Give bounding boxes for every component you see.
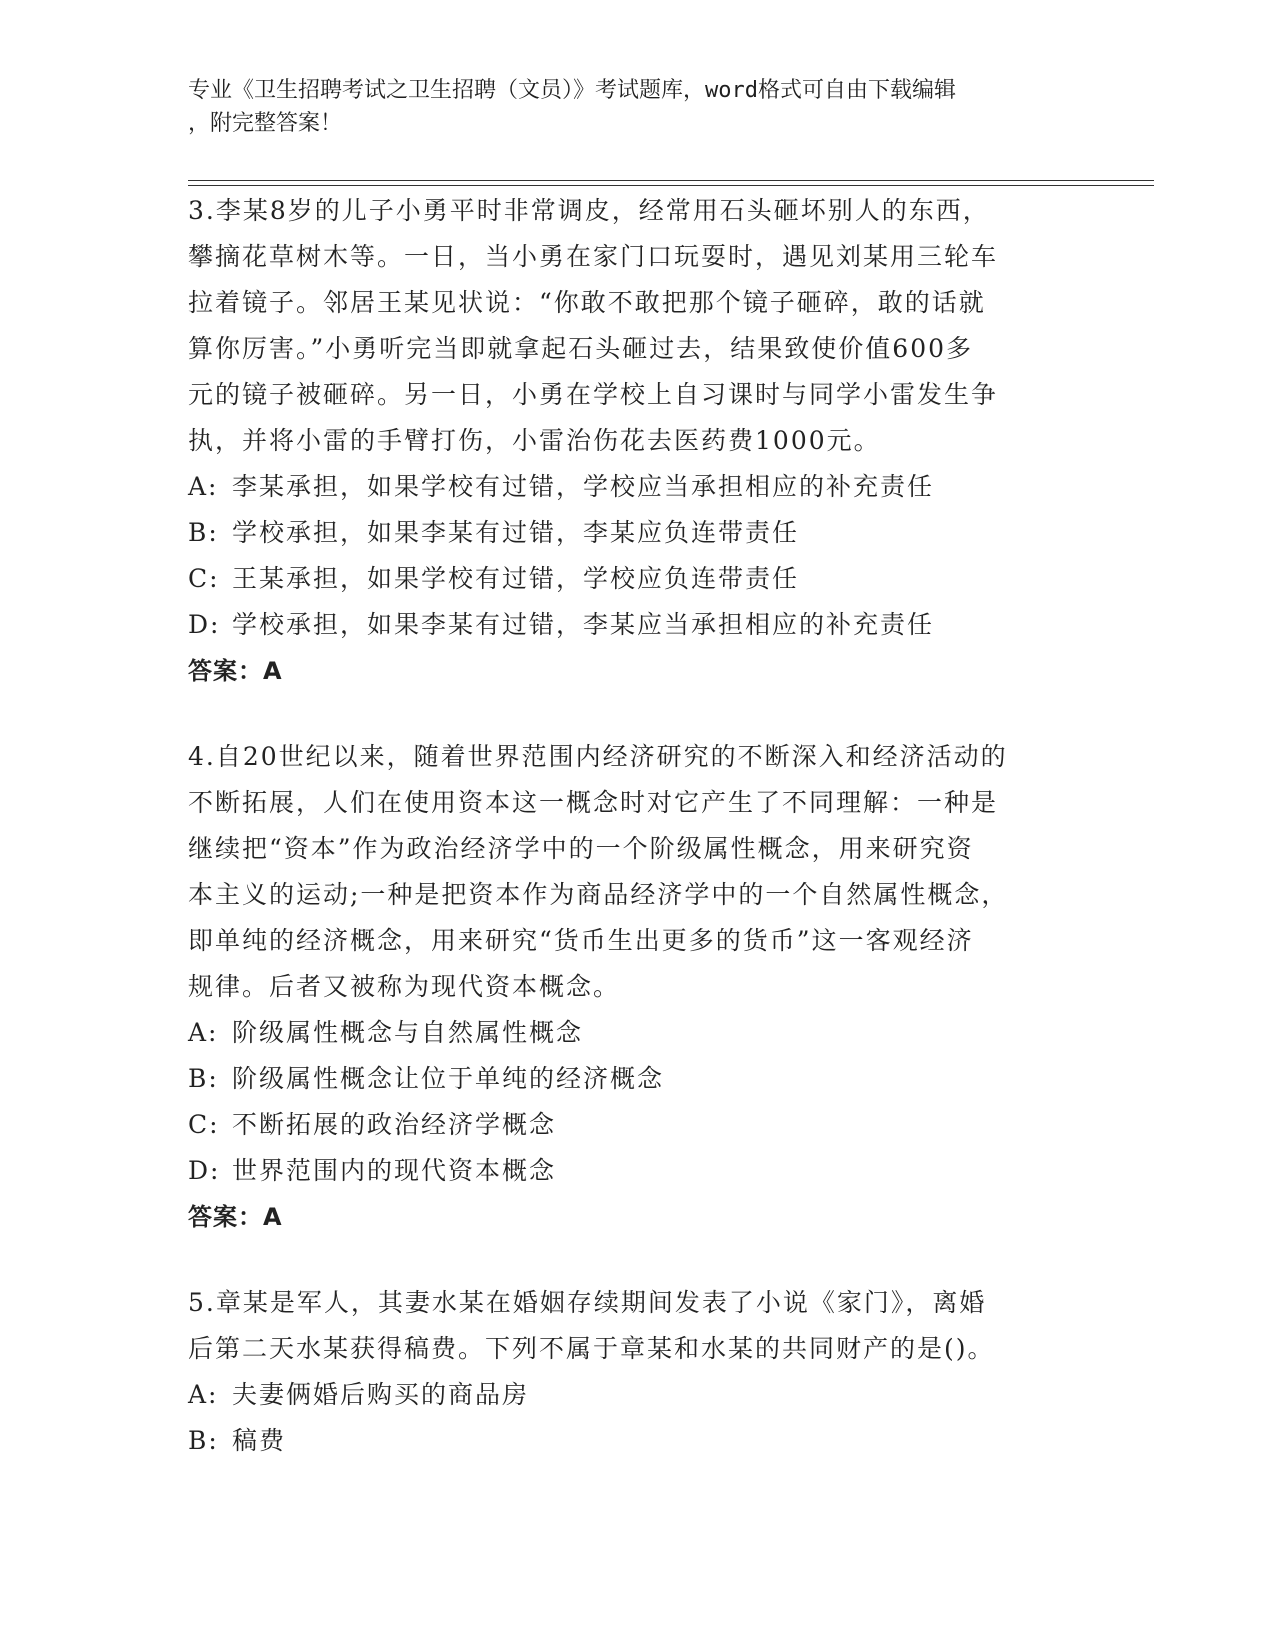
option-a	[188, 464, 1068, 510]
question-stem-line: 规律。后者又被称为现代资本概念。	[188, 972, 621, 1001]
option-letter: B:	[188, 1064, 219, 1093]
header-line-2: ，附完整答案！	[188, 111, 343, 136]
header-divider-top	[188, 180, 1154, 181]
option-text: 世界范围内的现代资本概念	[232, 1156, 557, 1185]
option-text: 阶级属性概念与自然属性概念	[232, 1018, 584, 1047]
option-letter: A:	[188, 1380, 219, 1409]
option-text: 王某承担，如果学校有过错，学校应负连带责任	[232, 564, 800, 593]
option-text: 学校承担，如果李某有过错，李某应负连带责任	[232, 518, 800, 547]
option-letter: B:	[188, 1426, 219, 1455]
question-stem-line: 后第二天水某获得稿费。下列不属于章某和水某的共同财产的是()。	[188, 1334, 995, 1363]
option-letter: A:	[188, 1018, 219, 1047]
question-stem-line: 执，并将小雷的手臂打伤，小雷治伤花去医药费1000元。	[188, 426, 881, 455]
question-3	[188, 188, 1068, 694]
answer-label: 答案：A	[188, 1203, 283, 1231]
question-stem-line: 攀摘花草树木等。一日，当小勇在家门口玩耍时，遇见刘某用三轮车	[188, 242, 999, 271]
option-letter: D:	[188, 610, 221, 639]
option-b	[188, 510, 1068, 556]
question-stem-line: 元的镜子被砸碎。另一日，小勇在学校上自习课时与同学小雷发生争	[188, 380, 999, 409]
option-letter: D:	[188, 1156, 221, 1185]
option-text: 夫妻俩婚后购买的商品房	[232, 1380, 530, 1409]
question-stem-line: 5.章某是军人，其妻水某在婚姻存续期间发表了小说《家门》，离婚	[188, 1288, 987, 1317]
question-stem-line: 即单纯的经济概念，用来研究“货币生出更多的货币”这一客观经济	[188, 926, 974, 955]
question-stem-line: 本主义的运动;一种是把资本作为商品经济学中的一个自然属性概念，	[188, 880, 1009, 909]
question-stem-line: 3.李某8岁的儿子小勇平时非常调皮，经常用石头砸坏别人的东西，	[188, 196, 990, 225]
question-5	[188, 1280, 1068, 1464]
question-4	[188, 734, 1068, 1240]
question-stem-line: 不断拓展，人们在使用资本这一概念时对它产生了不同理解：一种是	[188, 788, 999, 817]
option-d	[188, 1148, 1068, 1194]
option-letter: B:	[188, 518, 219, 547]
answer-label: 答案：A	[188, 657, 283, 685]
option-text: 阶级属性概念让位于单纯的经济概念	[232, 1064, 665, 1093]
option-letter: A:	[188, 472, 219, 501]
option-text: 李某承担，如果学校有过错，学校应当承担相应的补充责任	[232, 472, 935, 501]
option-c	[188, 556, 1068, 602]
option-text: 学校承担，如果李某有过错，李某应当承担相应的补充责任	[232, 610, 935, 639]
header-line-1: 专业《卫生招聘考试之卫生招聘（文员）》考试题库，word格式可自由下载编辑	[188, 78, 956, 103]
option-text: 稿费	[232, 1426, 287, 1455]
option-letter: C:	[188, 564, 220, 593]
question-stem-line: 算你厉害。”小勇听完当即就拿起石头砸过去，结果致使价值600多	[188, 334, 974, 363]
option-text: 不断拓展的政治经济学概念	[232, 1110, 557, 1139]
option-d	[188, 602, 1068, 648]
question-stem-line: 继续把“资本”作为政治经济学中的一个阶级属性概念，用来研究资	[188, 834, 974, 863]
option-a	[188, 1010, 1068, 1056]
document-header	[188, 74, 1088, 140]
question-stem-line: 4.自20世纪以来，随着世界范围内经济研究的不断深入和经济活动的	[188, 742, 1008, 771]
question-stem-line: 拉着镜子。邻居王某见状说：“你敢不敢把那个镜子砸碎，敢的话就	[188, 288, 986, 317]
option-b	[188, 1418, 1068, 1464]
option-a	[188, 1372, 1068, 1418]
option-b	[188, 1056, 1068, 1102]
option-c	[188, 1102, 1068, 1148]
option-letter: C:	[188, 1110, 220, 1139]
header-divider-bottom	[188, 185, 1154, 186]
